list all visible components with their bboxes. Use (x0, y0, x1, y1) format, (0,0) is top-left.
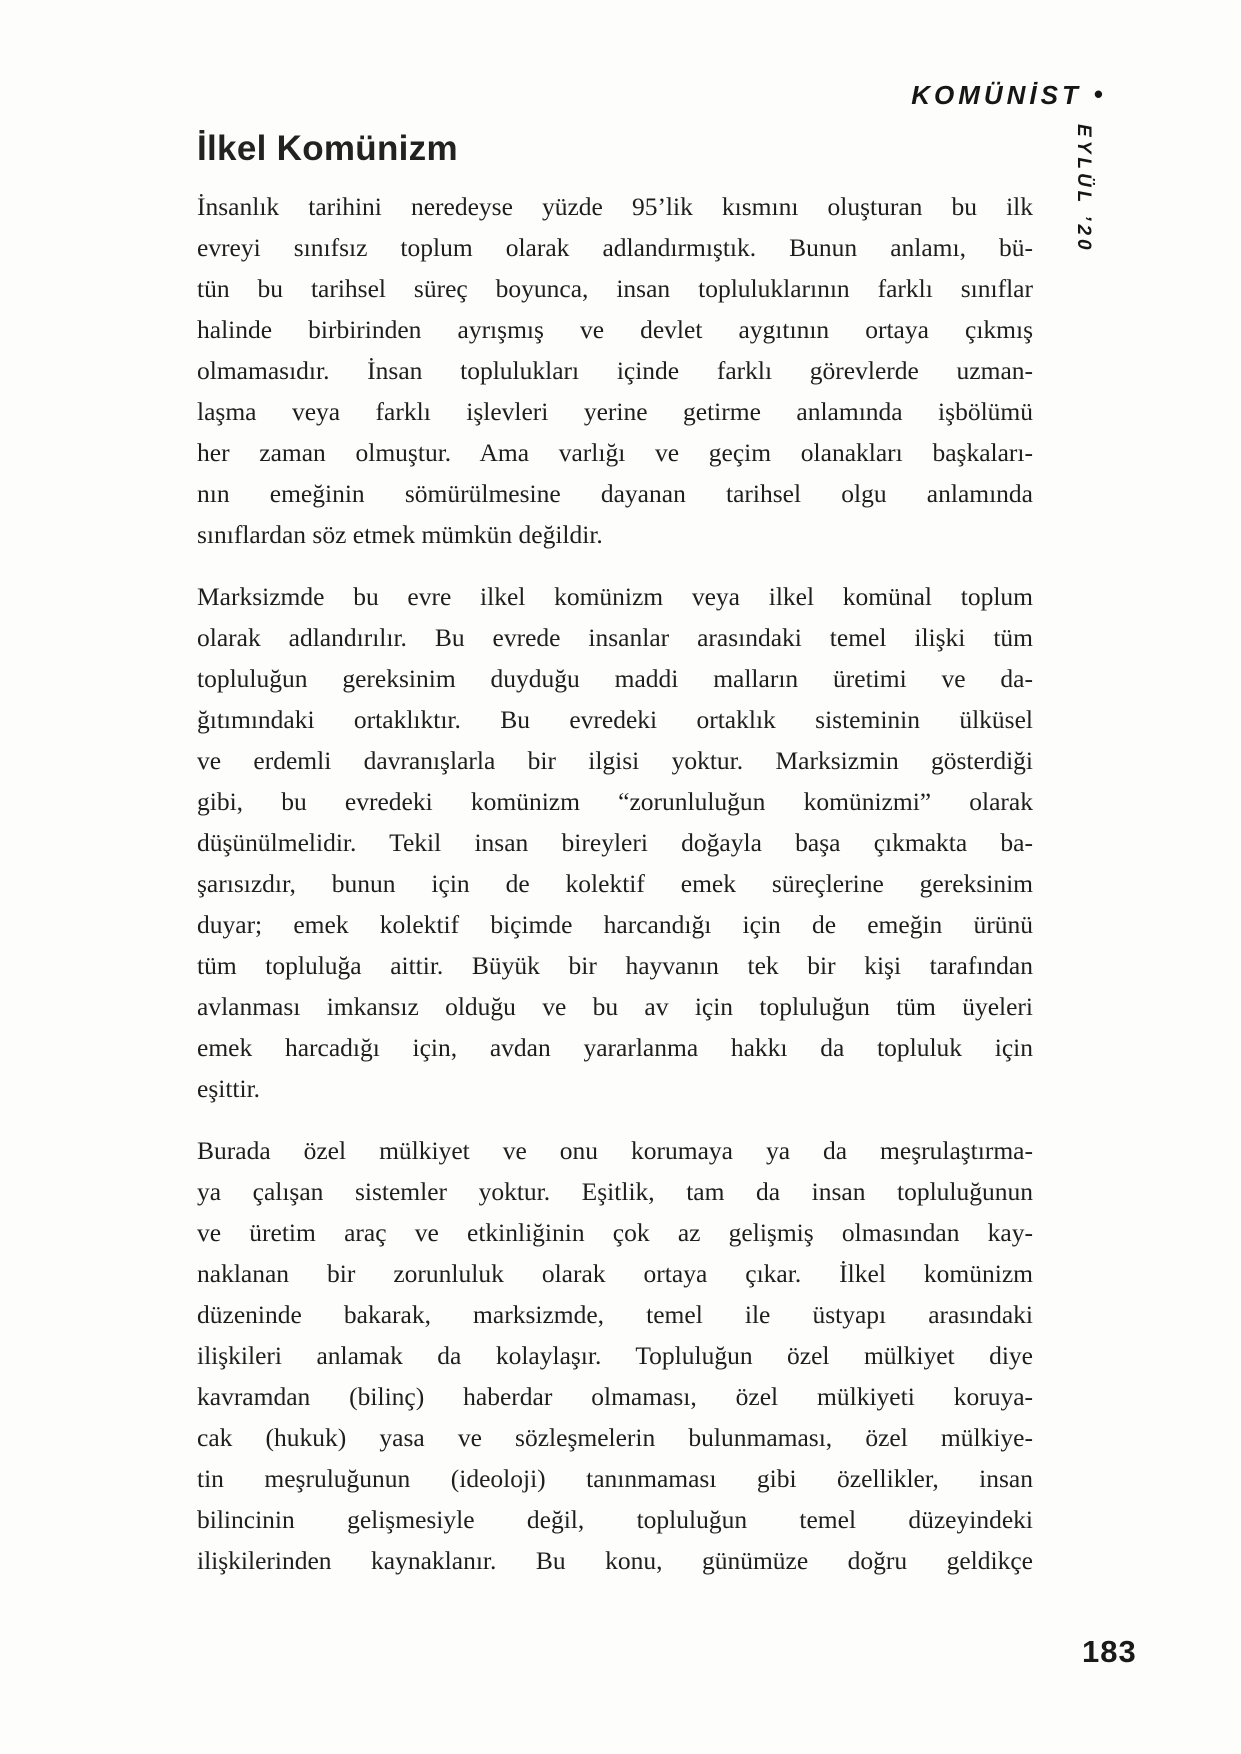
paragraph (197, 186, 1033, 555)
text-line: evreyi sınıfsız toplum olarak adlandırmıştık. Bunun anlamı, bü- (197, 233, 1033, 262)
text-line: her zaman olmuştur. Ama varlığı ve geçim olanakları başkaları- (197, 438, 1033, 467)
issue-date: EYLÜL ’20 (1073, 124, 1094, 254)
text-line: naklanan bir zorunluluk olarak ortaya çıkar. İlkel komünizm (197, 1259, 1033, 1288)
text-line: düzeninde bakarak, marksizmde, temel ile üstyapı arasındaki (197, 1300, 1033, 1329)
text-line: ilişkileri anlamak da kolaylaşır. Topluluğun özel mülkiyet diye (197, 1341, 1033, 1370)
text-line: olarak adlandırılır. Bu evrede insanlar arasındaki temel ilişki tüm (197, 623, 1033, 652)
text-line: ilişkilerinden kaynaklanır. Bu konu, günümüze doğru geldikçe (197, 1546, 1033, 1575)
text-line: ğıtımındaki ortaklıktır. Bu evredeki ortaklık sisteminin ülküsel (197, 705, 1033, 734)
text-line: ve erdemli davranışlarla bir ilgisi yoktur. Marksizmin gösterdiği (197, 746, 1033, 775)
text-line: kavramdan (bilinç) haberdar olmaması, özel mülkiyeti koruya- (197, 1382, 1033, 1411)
text-line: düşünülmelidir. Tekil insan bireyleri doğayla başa çıkmakta ba- (197, 828, 1033, 857)
text-line: bilincinin gelişmesiyle değil, topluluğun temel düzeyindeki (197, 1505, 1033, 1534)
text-line: topluluğun gereksinim duyduğu maddi malların üretimi ve da- (197, 664, 1033, 693)
text-line: sınıflardan söz etmek mümkün değildir. (197, 520, 603, 549)
paragraph (197, 1130, 1033, 1581)
journal-name: KOMÜNİST (911, 80, 1082, 110)
text-line: İnsanlık tarihini neredeyse yüzde 95’lik kısmını oluşturan bu ilk (197, 192, 1033, 221)
text-line: halinde birbirinden ayrışmış ve devlet aygıtının ortaya çıkmış (197, 315, 1033, 344)
journal-header (911, 80, 1103, 111)
text-line: duyar; emek kolektif biçimde harcandığı için de emeğin ürünü (197, 910, 1033, 939)
text-line: laşma veya farklı işlevleri yerine getirme anlamında işbölümü (197, 397, 1033, 426)
article-heading: İlkel Komünizm (197, 129, 458, 168)
header-bullet-icon: • (1093, 79, 1103, 109)
text-line: Burada özel mülkiyet ve onu korumaya ya da meşrulaştırma- (197, 1136, 1033, 1165)
text-line: eşittir. (197, 1074, 261, 1103)
text-line: avlanması imkansız olduğu ve bu av için topluluğun tüm üyeleri (197, 992, 1033, 1021)
text-line: şarısızdır, bunun için de kolektif emek süreçlerine gereksinim (197, 869, 1033, 898)
article-body (197, 186, 1033, 1581)
text-line: gibi, bu evredeki komünizm “zorunluluğun komünizmi” olarak (197, 787, 1033, 816)
text-line: cak (hukuk) yasa ve sözleşmelerin bulunmaması, özel mülkiye- (197, 1423, 1033, 1452)
text-line: olmamasıdır. İnsan toplulukları içinde farklı görevlerde uzman- (197, 356, 1033, 385)
text-line: tin meşruluğunun (ideoloji) tanınmaması gibi özellikler, insan (197, 1464, 1033, 1493)
article-column (197, 128, 1033, 1581)
text-line: tün bu tarihsel süreç boyunca, insan topluluklarının farklı sınıflar (197, 274, 1033, 303)
text-line: Marksizmde bu evre ilkel komünizm veya ilkel komünal toplum (197, 582, 1033, 611)
text-line: emek harcadığı için, avdan yararlanma hakkı da topluluk için (197, 1033, 1033, 1062)
text-line: ya çalışan sistemler yoktur. Eşitlik, tam da insan topluluğunun (197, 1177, 1033, 1206)
paragraph (197, 576, 1033, 1109)
text-line: nın emeğinin sömürülmesine dayanan tarihsel olgu anlamında (197, 479, 1033, 508)
text-line: ve üretim araç ve etkinliğinin çok az gelişmiş olmasından kay- (197, 1218, 1033, 1247)
page-number: 183 (1082, 1634, 1137, 1669)
text-line: tüm topluluğa aittir. Büyük bir hayvanın tek bir kişi tarafından (197, 951, 1033, 980)
